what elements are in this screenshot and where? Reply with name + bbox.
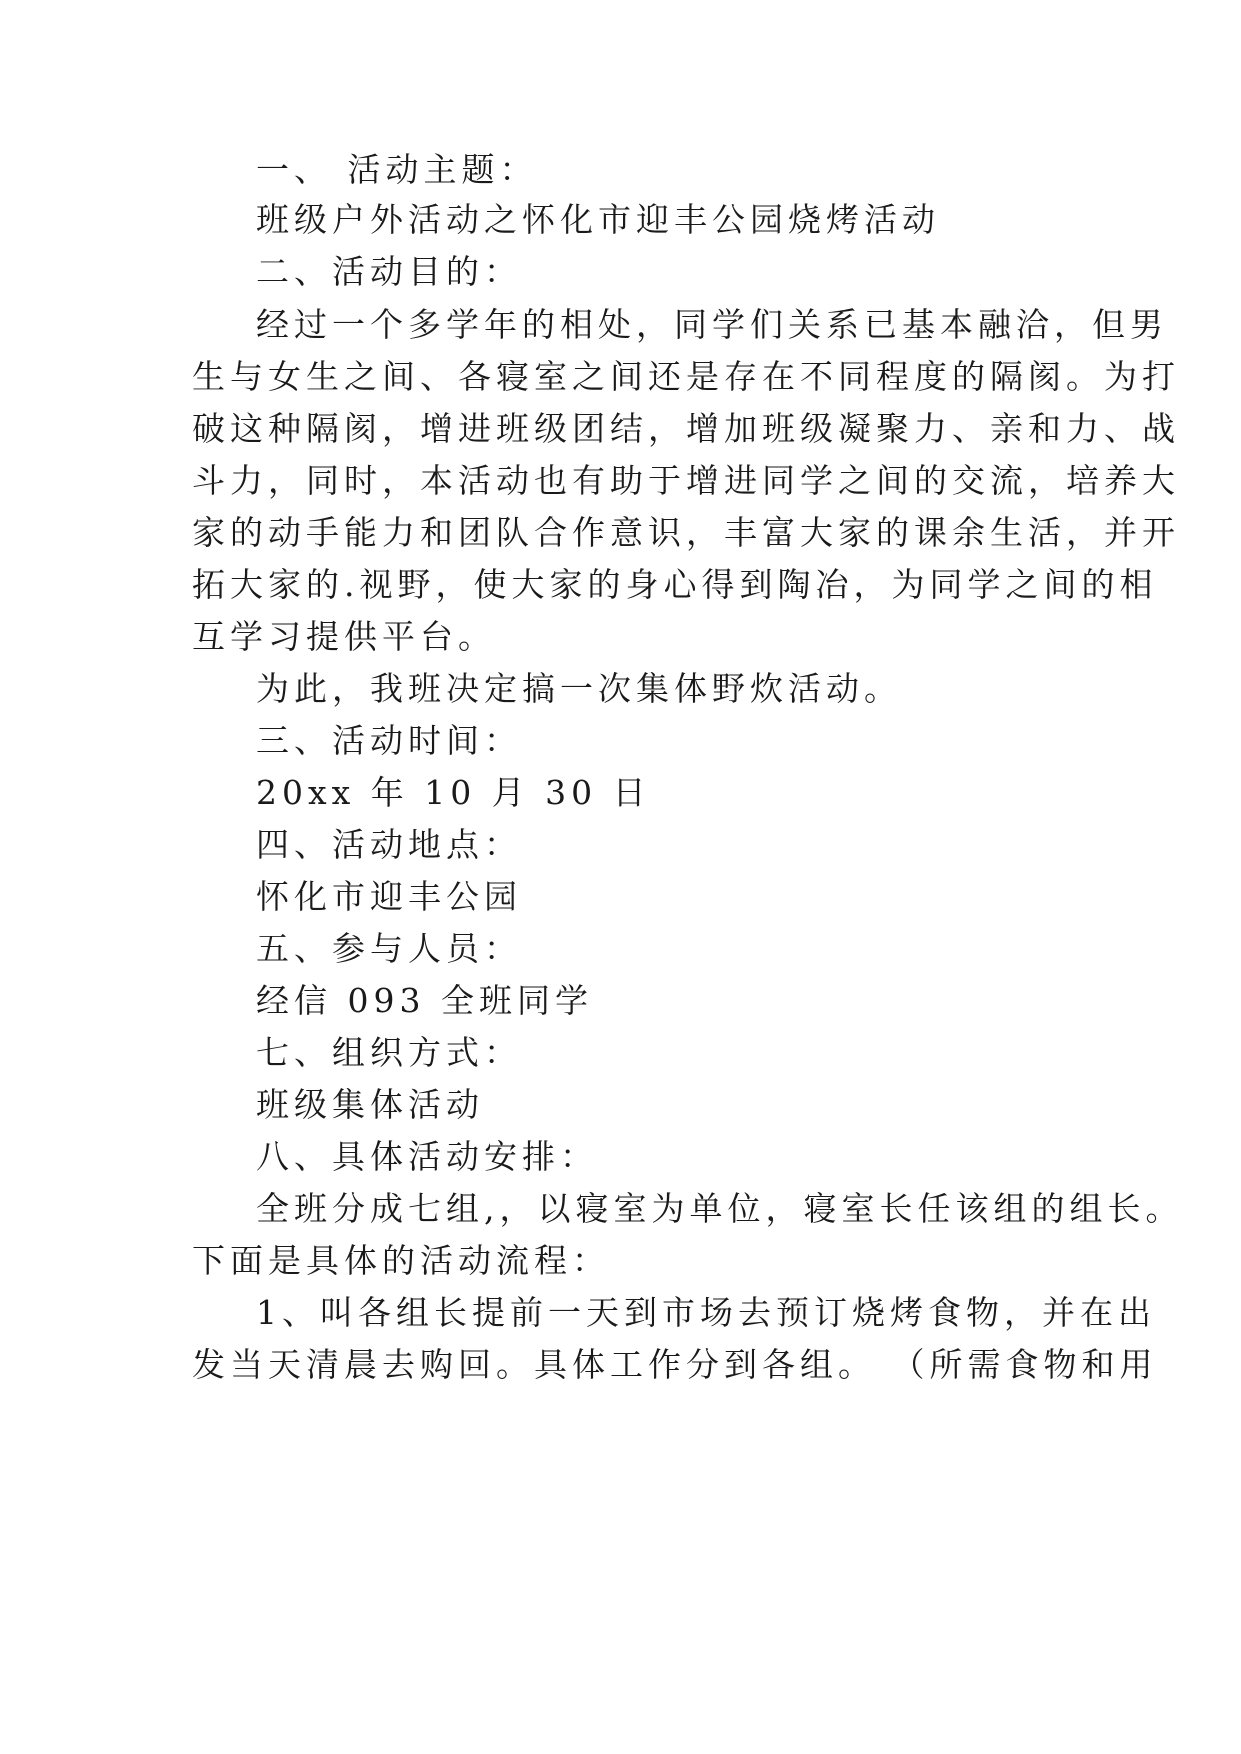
heading-participants: 五、参与人员：	[256, 929, 522, 968]
activity-location: 怀化市迎丰公园	[256, 877, 522, 916]
decision-text: 为此，我班决定搞一次集体野炊活动。	[256, 669, 902, 708]
heading-activity-purpose: 二、活动目的：	[256, 252, 522, 291]
purpose-paragraph-line-2: 生与女生之间、各寝室之间还是存在不同程度的隔阂。为打	[192, 357, 1180, 396]
heading-activity-location: 四、活动地点：	[256, 825, 522, 864]
heading-activity-theme: 一、 活动主题：	[256, 150, 538, 189]
procedure-item-1-line-2: 发当天清晨去购回。具体工作分到各组。 （所需食物和用	[192, 1345, 1158, 1384]
participants-text: 经信 093 全班同学	[256, 981, 593, 1020]
arrangement-line-1: 全班分成七组,，以寝室为单位，寝室长任该组的组长。	[256, 1189, 1184, 1228]
heading-organization: 七、组织方式：	[256, 1033, 522, 1072]
purpose-paragraph-line-4: 斗力，同时，本活动也有助于增进同学之间的交流，培养大	[192, 461, 1180, 500]
heading-activity-arrangement: 八、具体活动安排：	[256, 1137, 598, 1176]
arrangement-line-2: 下面是具体的活动流程：	[192, 1241, 610, 1280]
purpose-paragraph-line-5: 家的动手能力和团队合作意识，丰富大家的课余生活，并开	[192, 513, 1180, 552]
heading-activity-time: 三、活动时间：	[256, 721, 522, 760]
purpose-paragraph-line-3: 破这种隔阂，增进班级团结，增加班级凝聚力、亲和力、战	[192, 409, 1180, 448]
purpose-paragraph-line-7: 互学习提供平台。	[192, 617, 496, 656]
purpose-paragraph-line-1: 经过一个多学年的相处，同学们关系已基本融洽，但男	[256, 305, 1168, 344]
activity-theme-text: 班级户外活动之怀化市迎丰公园烧烤活动	[256, 200, 940, 239]
procedure-item-1-line-1: 1、叫各组长提前一天到市场去预订烧烤食物，并在出	[256, 1293, 1156, 1332]
activity-date: 20xx 年 10 月 30 日	[256, 773, 651, 812]
purpose-paragraph-line-6: 拓大家的.视野，使大家的身心得到陶冶，为同学之间的相	[192, 565, 1158, 604]
organization-text: 班级集体活动	[256, 1085, 484, 1124]
